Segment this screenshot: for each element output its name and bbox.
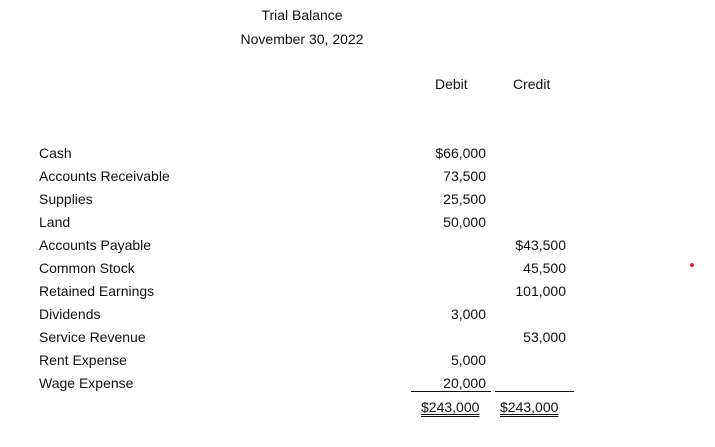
- account-name: Common Stock: [39, 260, 135, 276]
- credit-total-rule: [495, 391, 574, 392]
- table-row: [0, 329, 715, 352]
- debit-amount: $66,000: [435, 145, 486, 161]
- table-row: [0, 168, 715, 191]
- credit-total: $243,000: [500, 399, 559, 415]
- debit-total-rule: [411, 391, 491, 392]
- debit-amount: 50,000: [443, 214, 486, 230]
- debit-amount: 20,000: [443, 375, 486, 391]
- account-name: Service Revenue: [39, 329, 146, 345]
- table-row: [0, 260, 715, 283]
- debit-column-header: Debit: [435, 76, 468, 92]
- debit-amount: 25,500: [443, 191, 486, 207]
- table-row: [0, 283, 715, 306]
- debit-amount: 5,000: [450, 352, 486, 368]
- account-name: Accounts Payable: [39, 237, 152, 253]
- account-name: Wage Expense: [39, 375, 134, 391]
- account-name: Dividends: [39, 306, 101, 322]
- credit-amount: $43,500: [515, 237, 566, 253]
- account-name: Supplies: [39, 191, 93, 207]
- account-name: Cash: [39, 145, 72, 161]
- credit-amount: 45,500: [523, 260, 566, 276]
- table-row: [0, 214, 715, 237]
- report-date: November 30, 2022: [240, 31, 364, 47]
- account-name: Rent Expense: [39, 352, 127, 368]
- account-name: Retained Earnings: [39, 283, 155, 299]
- credit-amount: 53,000: [523, 329, 566, 345]
- account-name: Land: [39, 214, 71, 230]
- table-row: [0, 375, 715, 398]
- red-dot-marker: [690, 263, 694, 267]
- account-name: Accounts Receivable: [39, 168, 170, 184]
- table-row: [0, 306, 715, 329]
- credit-column-header: Credit: [513, 76, 551, 92]
- debit-amount: 3,000: [450, 306, 486, 322]
- table-row: [0, 191, 715, 214]
- debit-amount: 73,500: [443, 168, 486, 184]
- page-title: Trial Balance: [261, 7, 343, 23]
- table-row: [0, 237, 715, 260]
- debit-total: $243,000: [421, 399, 480, 415]
- credit-amount: 101,000: [515, 283, 566, 299]
- table-row: [0, 145, 715, 168]
- table-row: [0, 352, 715, 375]
